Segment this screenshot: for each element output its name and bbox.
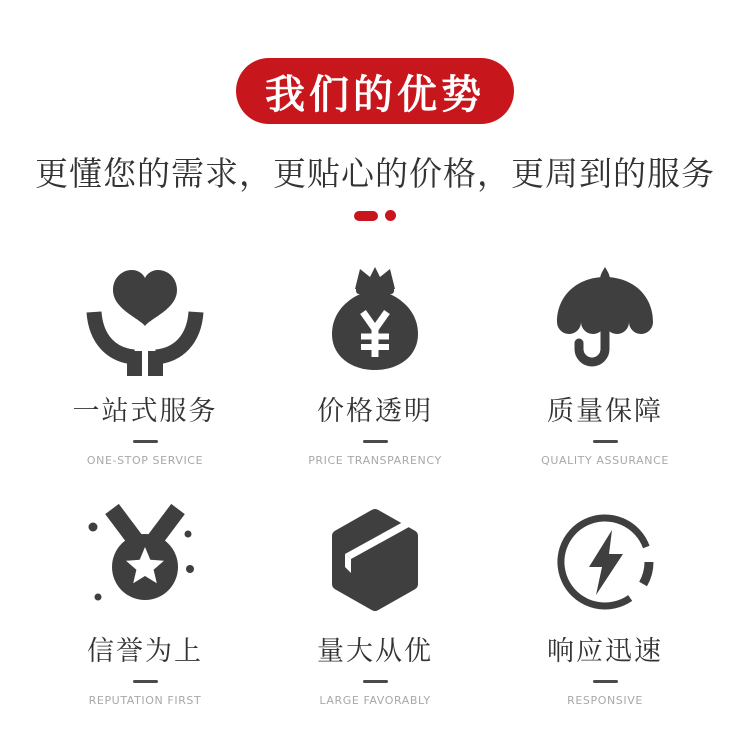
page-title: 我们的优势: [265, 71, 485, 118]
feature-title-underline: [593, 440, 618, 443]
feature-responsive: [490, 503, 720, 707]
features-grid: [0, 263, 750, 707]
feature-caption-en: LARGE FAVORABLY: [319, 694, 431, 707]
divider-dot: [385, 210, 396, 221]
lightning-cycle-icon: [545, 503, 665, 617]
header-banner: [236, 58, 514, 124]
feature-one-stop-service: [30, 263, 260, 467]
feature-title: 响应迅速: [547, 636, 663, 667]
feature-title: 价格透明: [317, 396, 433, 427]
feature-title-underline: [593, 680, 618, 683]
umbrella-icon: [545, 263, 665, 377]
feature-title: 一站式服务: [72, 396, 218, 427]
feature-caption-en: RESPONSIVE: [567, 694, 643, 707]
money-bag-yuan-icon: [315, 263, 435, 377]
feature-title-underline: [363, 440, 388, 443]
feature-caption-en: PRICE TRANSPARENCY: [308, 454, 442, 467]
feature-caption-en: REPUTATION FIRST: [88, 694, 202, 707]
feature-price-transparency: [260, 263, 490, 467]
package-box-icon: [315, 503, 435, 617]
feature-caption-en: ONE-STOP SERVICE: [86, 454, 204, 467]
feature-title-underline: [363, 680, 388, 683]
star-medal-icon: [85, 503, 205, 617]
section-divider: [0, 210, 750, 221]
divider-dash: [354, 211, 378, 221]
feature-caption-en: QUALITY ASSURANCE: [541, 454, 669, 467]
feature-title: 量大从优: [317, 636, 433, 667]
feature-quality-assurance: [490, 263, 720, 467]
feature-title: 信誉为上: [87, 636, 203, 667]
feature-title-underline: [133, 680, 158, 683]
feature-title: 质量保障: [547, 396, 663, 427]
feature-title-underline: [133, 440, 158, 443]
heart-in-hands-icon: [85, 263, 205, 377]
feature-large-favorably: [260, 503, 490, 707]
feature-reputation-first: [30, 503, 260, 707]
header-subtitle: 更懂您的需求，更贴心的价格，更周到的服务: [35, 154, 715, 193]
